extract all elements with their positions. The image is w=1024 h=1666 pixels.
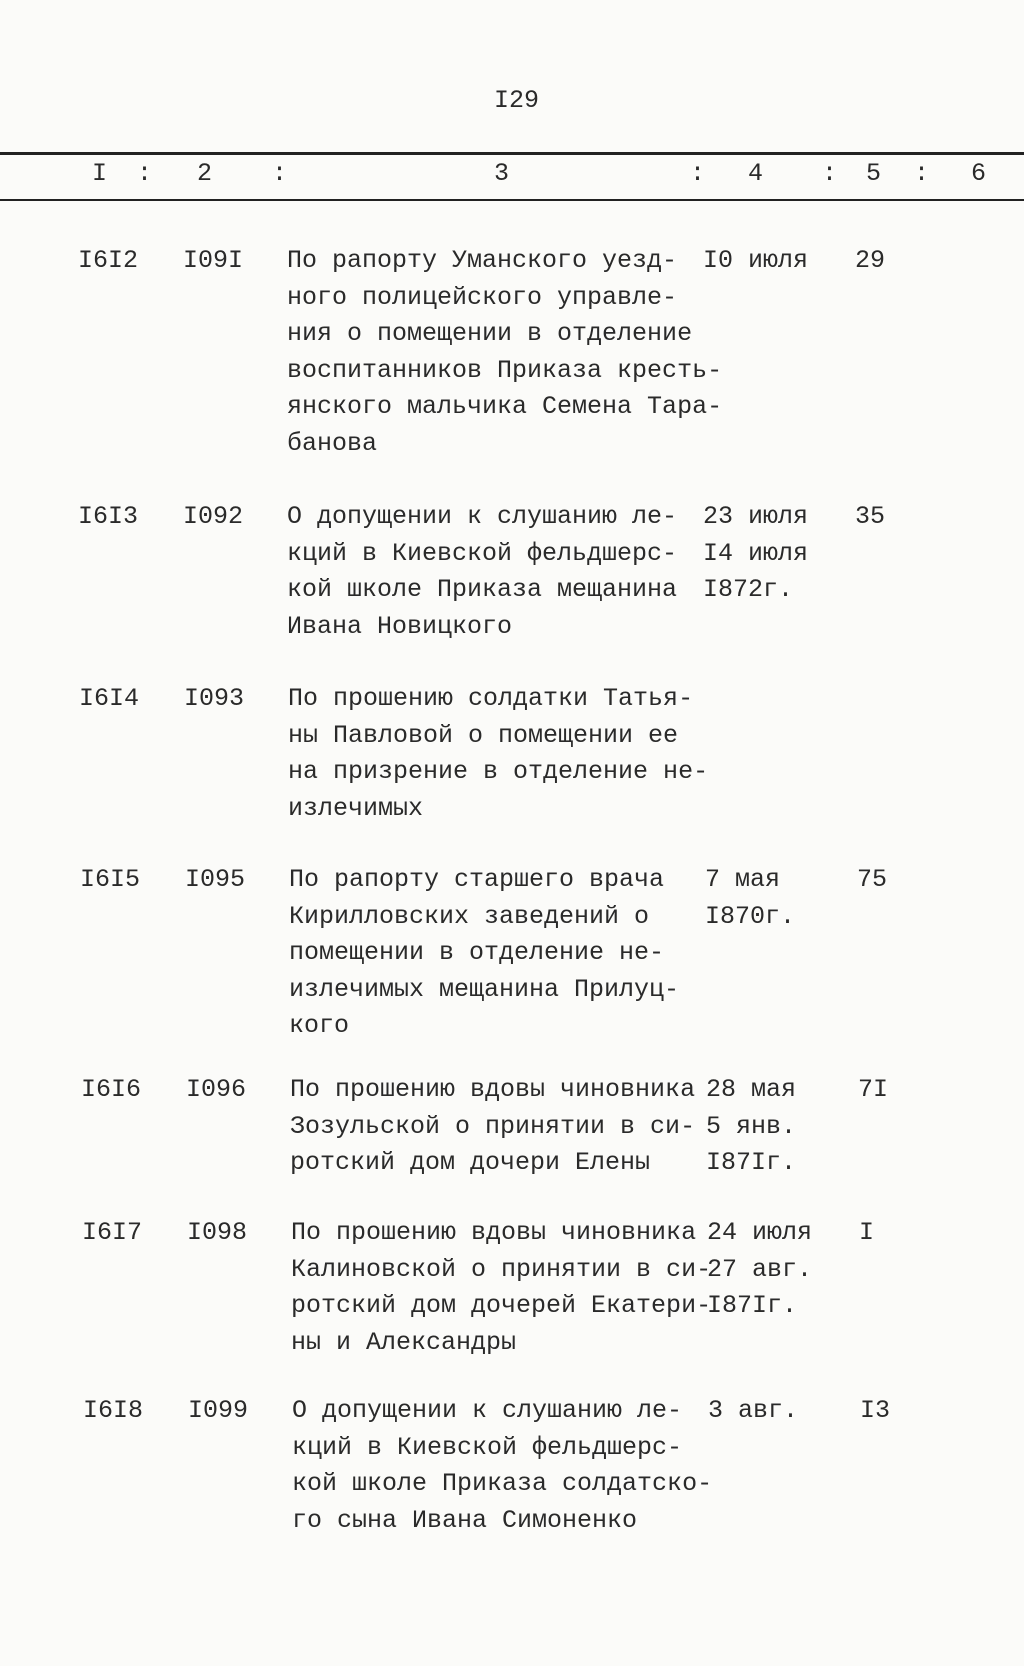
record-number: I6I2 <box>78 246 139 275</box>
col-header-3: 3 <box>494 159 510 188</box>
date-line: 23 июля <box>703 502 809 531</box>
description-line: кой школе Приказа мещанина <box>287 575 678 604</box>
old-record-number: I095 <box>185 865 246 894</box>
sheet-count: 7I <box>858 1075 889 1104</box>
date-line: 7 мая <box>705 865 781 894</box>
description-line: излечимых <box>288 793 424 823</box>
description-line: ного полицейского управле- <box>287 282 678 312</box>
date-line: I4 июля <box>703 538 809 568</box>
description-line: банова <box>287 428 378 458</box>
description-line: го сына Ивана Симоненко <box>292 1505 638 1535</box>
date-line: 27 авг. <box>707 1254 813 1284</box>
description-line: ротский дом дочерей Екатери- <box>291 1291 712 1320</box>
description-line: По рапорту Уманского уезд- <box>287 246 678 275</box>
col-header-4: 4 <box>748 159 764 188</box>
date-line: I872г. <box>703 575 794 604</box>
col-header-6: 6 <box>971 159 987 188</box>
record-number: I6I5 <box>80 865 141 894</box>
old-record-number: I099 <box>188 1396 249 1425</box>
date-line: 3 авг. <box>708 1396 799 1425</box>
description-line: янского мальчика Семена Тара- <box>287 392 723 421</box>
old-record-number: I092 <box>183 502 244 531</box>
old-record-number: I093 <box>184 684 245 713</box>
col-separator: : <box>272 159 288 188</box>
old-record-number: I09I <box>183 246 244 275</box>
sheet-count: I <box>859 1218 875 1247</box>
col-header-1: I <box>92 159 108 188</box>
header-top-rule <box>0 152 1024 155</box>
old-record-number: I096 <box>186 1075 247 1104</box>
date-line: I0 июля <box>703 246 809 275</box>
date-line: I870г. <box>705 901 796 931</box>
date-line: I87Iг. <box>706 1148 797 1177</box>
date-line: I87Iг. <box>707 1291 798 1320</box>
sheet-count: I3 <box>860 1396 891 1425</box>
description-line: Ивана Новицкого <box>287 611 513 641</box>
col-separator: : <box>914 159 930 188</box>
description-line: По прошению солдатки Татья- <box>288 684 694 713</box>
description-line: ны Павловой о помещении ее <box>288 720 679 750</box>
page-number: I29 <box>494 86 540 115</box>
description-line: кого <box>289 1011 350 1040</box>
description-line: кций в Киевской фельдшерс- <box>292 1432 683 1462</box>
date-line: 28 мая <box>706 1075 797 1104</box>
description-line: излечимых мещанина Прилуц- <box>289 974 680 1004</box>
description-line: кой школе Приказа солдатско- <box>292 1469 713 1498</box>
col-header-2: 2 <box>197 159 213 188</box>
description-line: По прошению вдовы чиновника <box>290 1075 696 1104</box>
description-line: Кирилловских заведений о <box>289 901 650 931</box>
description-line: ротский дом дочери Елены <box>290 1148 651 1177</box>
record-number: I6I8 <box>83 1396 144 1425</box>
date-line: 24 июля <box>707 1218 813 1247</box>
record-number: I6I3 <box>78 502 139 531</box>
date-line: 5 янв. <box>706 1111 797 1141</box>
description-line: кций в Киевской фельдшерс- <box>287 538 678 568</box>
description-line: помещении в отделение не- <box>289 938 665 967</box>
description-line: По прошению вдовы чиновника <box>291 1218 697 1247</box>
header-bottom-rule <box>0 199 1024 201</box>
description-line: воспитанников Приказа кресть- <box>287 355 723 385</box>
description-line: ны и Александры <box>291 1327 517 1357</box>
record-number: I6I7 <box>82 1218 143 1247</box>
description-line: О допущении к слушанию ле- <box>287 502 678 531</box>
description-line: ния о помещении в отделение <box>287 319 693 348</box>
sheet-count: 75 <box>857 865 888 894</box>
sheet-count: 35 <box>855 502 886 531</box>
description-line: О допущении к слушанию ле- <box>292 1396 683 1425</box>
col-separator: : <box>822 159 838 188</box>
col-separator: : <box>690 159 706 188</box>
old-record-number: I098 <box>187 1218 248 1247</box>
description-line: на призрение в отделение не- <box>288 757 709 786</box>
description-line: По рапорту старшего врача <box>289 865 665 894</box>
col-separator: : <box>137 159 153 188</box>
col-header-5: 5 <box>866 159 882 188</box>
record-number: I6I6 <box>81 1075 142 1104</box>
description-line: Зозульской о принятии в си- <box>290 1111 696 1141</box>
sheet-count: 29 <box>855 246 886 275</box>
description-line: Калиновской о принятии в си- <box>291 1254 712 1284</box>
record-number: I6I4 <box>79 684 140 713</box>
